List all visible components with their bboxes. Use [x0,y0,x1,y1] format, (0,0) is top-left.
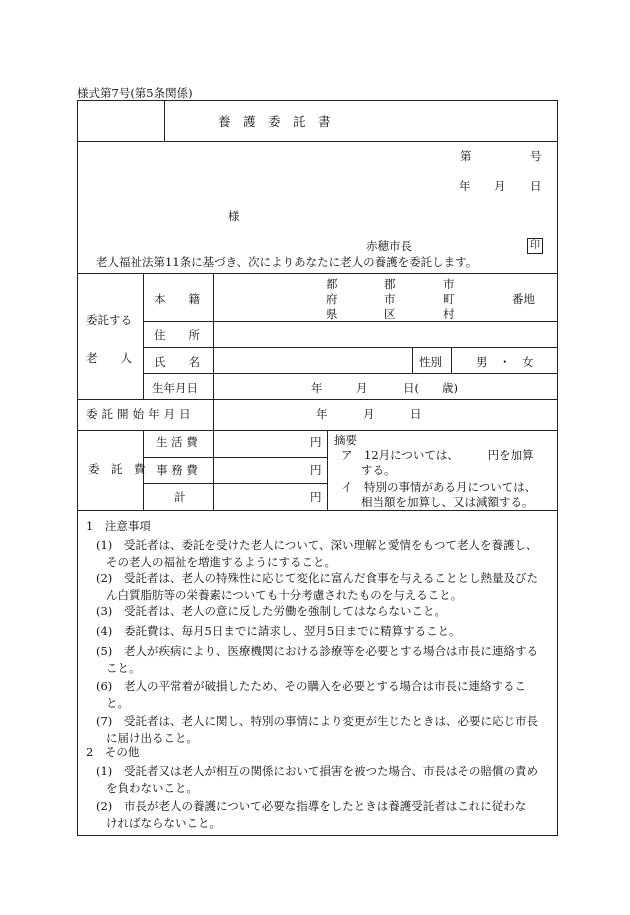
honseki-pref-1: 都 [326,277,338,291]
addressee-honorific: 様 [228,209,240,223]
summary-b-line2: 相当額を加算し、又は減額する。 [361,495,534,509]
divider [143,347,557,348]
total-unit: 円 [310,490,322,504]
fee-label: 委 託 費 [88,462,146,476]
divider [451,347,452,373]
start-year: 年 [316,407,328,421]
honseki-pref-2: 府 [326,292,338,306]
note-item: (1) 受託者又は老人が相互の関係において損害を被つた場合、市長はその賠償の責め を負わないこと。 [96,764,538,795]
summary-title: 摘要 [334,433,357,447]
divider [78,510,557,511]
summary-a-line2: する。 [361,463,396,477]
birthdate-label: 生年月日 [152,381,198,395]
sex-label: 性別 [419,355,442,369]
honseki-town-3: 村 [443,307,455,321]
notes-section-1: 1 注意事項 [86,519,151,533]
office-fee-unit: 円 [310,463,322,477]
honseki-city-3: 区 [384,307,396,321]
divider [412,347,413,373]
birth-year: 年 [311,381,323,395]
honseki-town-2: 町 [443,292,455,306]
honseki-city-1: 郡 [384,277,396,291]
honseki-town-1: 市 [443,277,455,291]
form-number: 様式第7号(第5条関係) [77,86,193,100]
office-fee-label: 事 務 費 [156,463,198,477]
seal-mark: 印 [527,238,543,254]
start-month: 月 [363,407,375,421]
issue-day: 日 [530,179,542,193]
issuer-name: 赤穂市長 [366,239,412,253]
notes-section-2: 2 その他 [86,745,140,759]
divider [143,483,327,484]
divider [143,273,144,399]
preamble: 老人福祉法第11条に基づき、次によりあなたに老人の養護を委託します。 [96,255,478,269]
number-prefix: 第 [460,149,472,163]
note-item: (2) 受託者は、老人の特殊性に応じて変化に富んだ食事を与えることとし熱量及びた ん白質脂肪等の栄養素についても十分考慮されたものを与えること。 [96,571,538,602]
note-item: (6) 老人の平常着が破損したため、その購入を必要とする場合は市長に連絡するこ と。 [96,679,527,710]
note-item: (2) 市長が老人の養護について必要な指導をしたときは養護受託者はこれに従わな ければならないこと。 [96,799,527,830]
name-label: 氏 名 [154,355,200,369]
honseki-suffix: 番地 [512,292,535,306]
honseki-label: 本 籍 [154,292,200,306]
title-box-divider [164,101,165,141]
divider [213,430,214,510]
note-item: (7) 受託者は、老人に関し、特別の事情により変更が生じたときは、必要に応じ市長 に届け出ること。 [96,714,538,745]
divider [78,430,557,431]
divider [143,321,557,322]
summary-a-line1: ア 12月については、 円を加算 [341,448,534,462]
summary-b-line1: イ 特別の事情がある月については、 [341,480,537,494]
divider [143,457,327,458]
birth-day-age: 日( 歳) [403,381,458,395]
elderly-label-1: 委託する [86,313,132,327]
divider [78,273,557,274]
total-label: 計 [174,490,186,504]
note-item: (5) 老人が疾病により、医療機関における診療等を必要とする場合は市長に連絡する こと。 [96,644,538,675]
start-date-label: 委託開始年月日 [86,407,195,421]
note-item: (4) 委託費は、毎月5日までに請求し、翌月5日までに精算すること。 [96,624,461,638]
issue-year: 年 [459,179,471,193]
note-item: (3) 受託者は、老人の意に反した労働を強制してはならないこと。 [96,604,446,618]
form-frame [77,100,558,836]
honseki-city-2: 市 [384,292,396,306]
sex-options: 男 ・ 女 [476,355,534,369]
living-fee-unit: 円 [310,435,322,449]
divider [327,430,328,510]
issue-month: 月 [494,179,506,193]
honseki-pref-3: 県 [326,307,338,321]
form-title: 養 護 委 託 書 [218,114,331,129]
birth-month: 月 [356,381,368,395]
start-day: 日 [410,407,422,421]
elderly-label-2: 老 人 [86,351,132,365]
divider [143,373,557,374]
divider [78,141,557,142]
divider [78,399,557,400]
number-suffix: 号 [530,149,542,163]
note-item: (1) 受託者は、委託を受けた老人について、深い理解と愛情をもつて老人を養護し、 その老人の福祉を増進するようにすること。 [96,538,538,569]
living-fee-label: 生 活 費 [156,435,198,449]
address-label: 住 所 [154,328,200,342]
divider [213,273,214,430]
